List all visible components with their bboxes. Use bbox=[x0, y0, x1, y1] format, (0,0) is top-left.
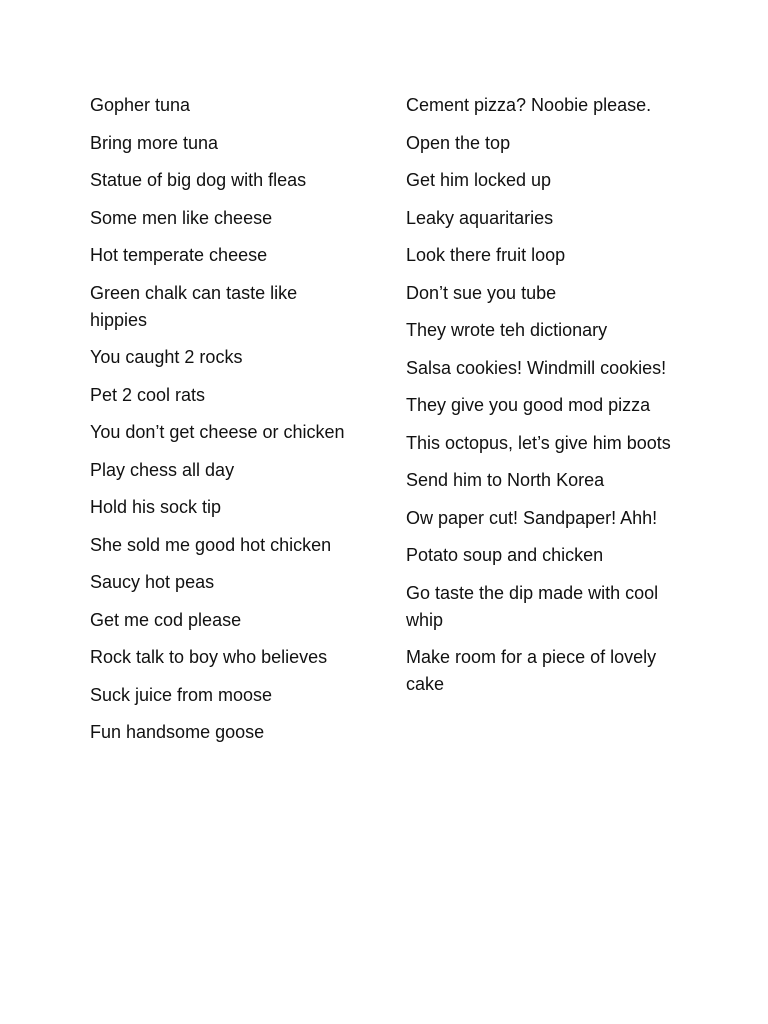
phrase-line: Salsa cookies! Windmill cookies! bbox=[406, 357, 667, 378]
phrase-line: Rock talk to boy who believes bbox=[90, 647, 328, 667]
phrase-line: Suck juice from moose bbox=[90, 684, 273, 705]
phrase-line: Statue of big dog with fleas bbox=[90, 170, 307, 190]
left-phrase-column bbox=[90, 92, 380, 757]
phrase-line: Gopher tuna bbox=[90, 95, 191, 115]
phrase-line: Leaky aquaritaries bbox=[406, 207, 554, 228]
phrase-line: Pet 2 cool rats bbox=[90, 384, 206, 405]
phrase-line: They wrote teh dictionary bbox=[406, 320, 608, 340]
phrase-line: Open the top bbox=[406, 132, 511, 153]
phrase-line: Get me cod please bbox=[90, 609, 242, 630]
phrase-line: You caught 2 rocks bbox=[90, 347, 243, 367]
phrase-line: Hot temperate cheese bbox=[90, 245, 268, 265]
phrase-line: Saucy hot peas bbox=[90, 572, 215, 592]
phrase-line: They give you good mod pizza bbox=[406, 395, 651, 415]
phrase-line: Bring more tuna bbox=[90, 132, 219, 153]
phrase-line: Send him to North Korea bbox=[406, 470, 605, 490]
phrase-line: She sold me good hot chicken bbox=[90, 534, 332, 555]
phrase-line: You don’t get cheese or chicken bbox=[90, 422, 345, 442]
phrase-line: Look there fruit loop bbox=[406, 245, 566, 265]
right-phrase-column bbox=[406, 92, 696, 709]
phrase-line: Get him locked up bbox=[406, 170, 552, 190]
phrase-line: Green chalk can taste like hippies bbox=[90, 282, 298, 330]
phrase-line: Some men like cheese bbox=[90, 207, 273, 228]
phrase-line: Play chess all day bbox=[90, 459, 235, 480]
phrase-line: Cement pizza? Noobie please. bbox=[406, 95, 652, 115]
phrase-line: Fun handsome goose bbox=[90, 722, 265, 742]
phrase-line: Potato soup and chicken bbox=[406, 545, 604, 565]
phrase-line: Go taste the dip made with cool whip bbox=[406, 582, 659, 630]
phrase-line: This octopus, let’s give him boots bbox=[406, 432, 671, 453]
phrase-line: Hold his sock tip bbox=[90, 497, 222, 517]
phrase-line: Make room for a piece of lovely cake bbox=[406, 647, 657, 694]
phrase-line: Ow paper cut! Sandpaper! Ahh! bbox=[406, 507, 658, 528]
phrase-line: Don’t sue you tube bbox=[406, 282, 557, 303]
